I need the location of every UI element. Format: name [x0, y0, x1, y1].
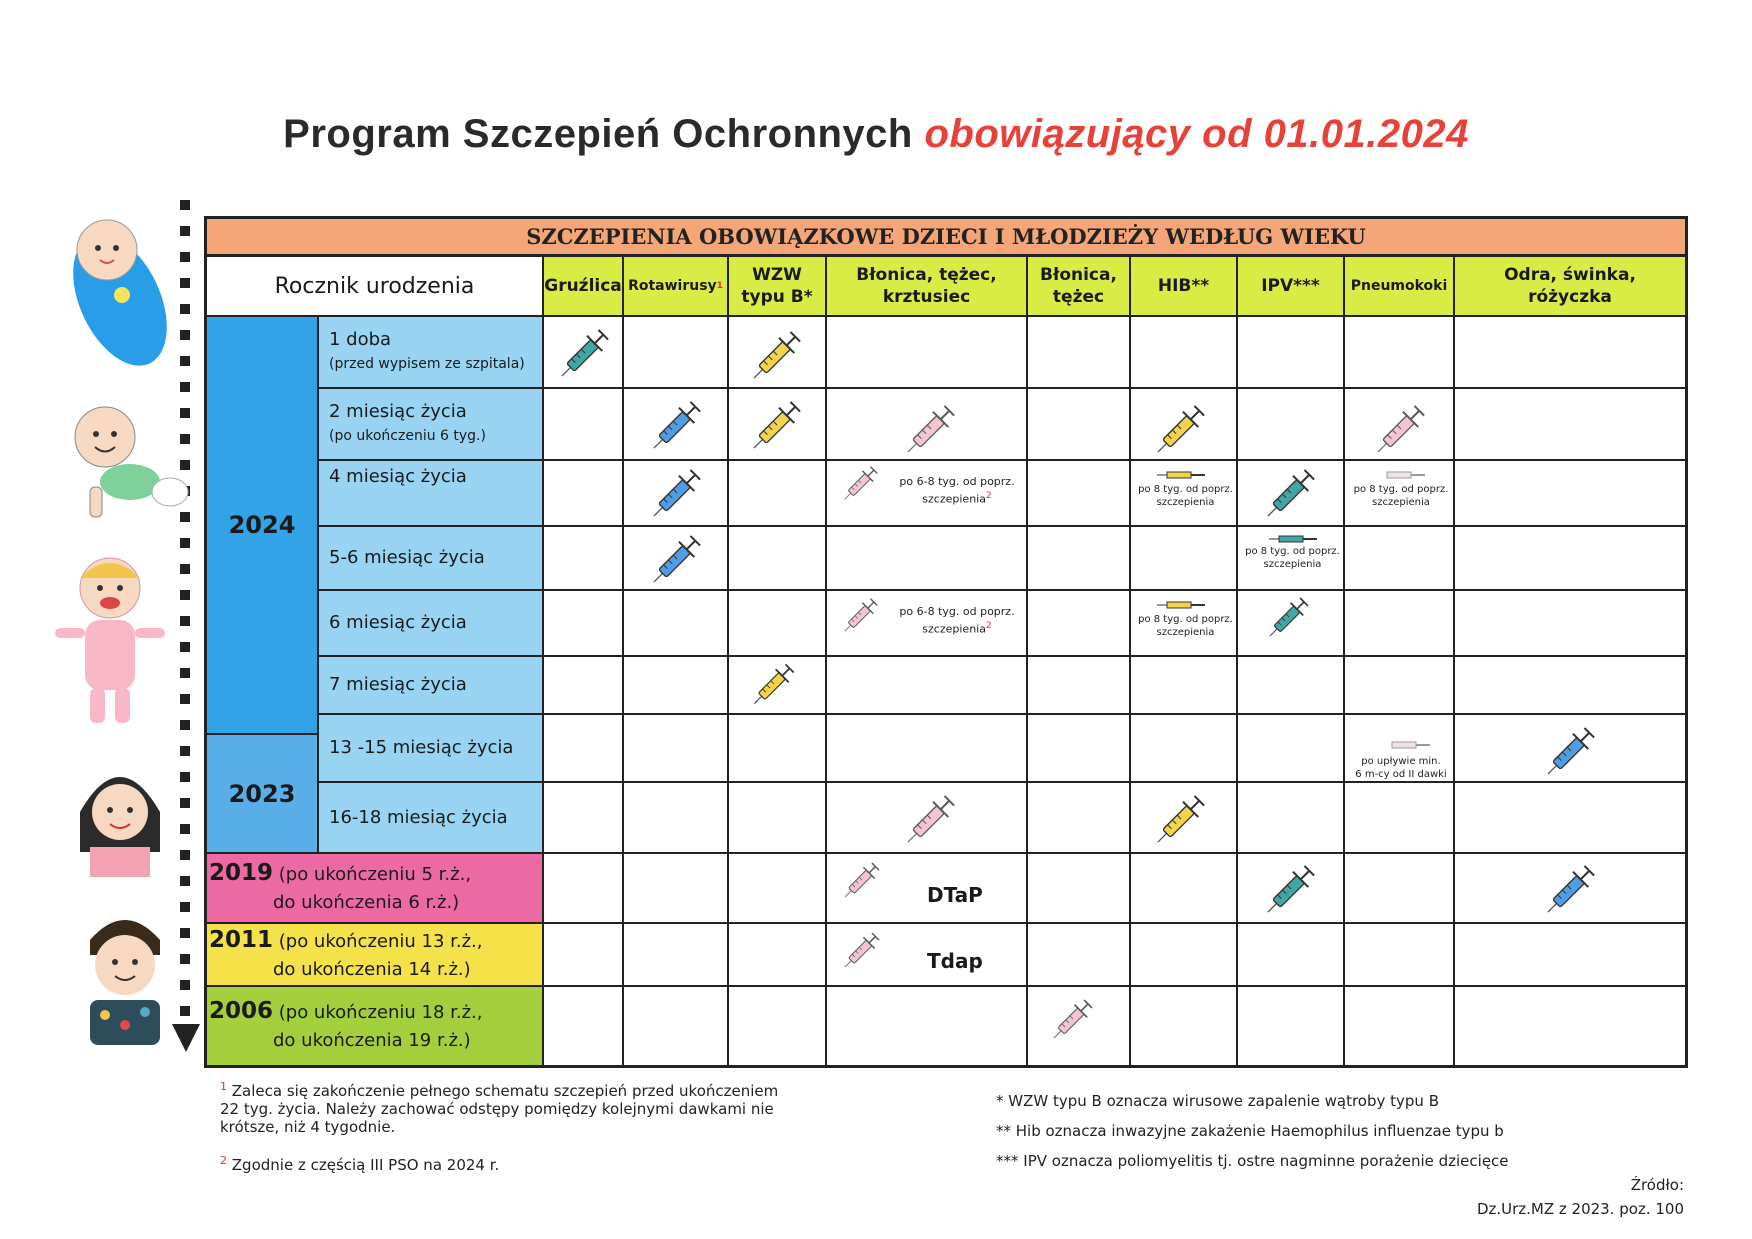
footnote-mark: 1 [220, 1080, 227, 1093]
hib-interval-note [1133, 613, 1238, 639]
age-row-3: 4 miesiąc życia [319, 461, 544, 527]
syringe-yellow-icon [745, 655, 803, 713]
syringe-teal-icon [1269, 533, 1319, 545]
syringe-blue-icon [643, 391, 711, 459]
age-row-1 [319, 317, 544, 389]
syringe-pink-icon [897, 395, 965, 463]
note-line2: szczepienia [1156, 497, 1215, 508]
title-accent: obowiązujący od 01.01.2024 [924, 112, 1469, 156]
syringe-teal-icon [1261, 589, 1317, 645]
row-range-l2: do ukończenia 14 r.ż.) [273, 958, 471, 980]
btk-interval-note [887, 475, 1027, 507]
vaccination-table [204, 216, 1688, 1068]
note-line1: po 6-8 tyg. od poprz. [899, 475, 1015, 488]
syringe-yellow-icon [1147, 785, 1215, 853]
syringe-pink-icon [1045, 991, 1101, 1047]
girl-illustration [70, 752, 170, 882]
syringe-pink-icon [1367, 395, 1435, 463]
note-line2: 6 m-cy od II dawki [1355, 769, 1447, 780]
baby-crawling-illustration [60, 392, 190, 522]
syringe-pink-icon [837, 459, 885, 507]
page-title [0, 112, 1752, 157]
syringe-yellow-icon [1157, 469, 1207, 481]
syringe-pink-icon [897, 785, 965, 853]
row-year: 2019 [209, 860, 274, 886]
note-line2: szczepienia [922, 492, 986, 506]
row-2019 [207, 854, 544, 924]
age-row-7: 13 -15 miesiąc życia [319, 715, 544, 783]
source-text: Dz.Urz.MZ z 2023. poz. 100 [1476, 1200, 1684, 1218]
age-row-6: 7 miesiąc życia [319, 657, 544, 715]
row-range-l1: (po ukończeniu 18 r.ż., [278, 1002, 483, 1023]
header-gruzlica: Gruźlica [544, 257, 624, 317]
boy-illustration [70, 900, 180, 1050]
pneumo-interval-note [1347, 483, 1455, 509]
header-rocznik: Rocznik urodzenia [207, 257, 544, 317]
header-rotawirusy-label: Rotawirusy [628, 278, 717, 294]
syringe-blue-icon [1537, 855, 1605, 923]
note-line1: po 8 tyg. od poprz. [1138, 614, 1233, 625]
syringe-yellow-icon [743, 321, 811, 389]
year-2024: 2024 [207, 317, 319, 735]
age-sublabel: (przed wypisem ze szpitala) [329, 356, 525, 372]
header-hib: HIB** [1131, 257, 1238, 317]
syringe-teal-icon [551, 319, 619, 387]
footnote-2-text: Zgodnie z częścią III PSO na 2024 r. [231, 1156, 500, 1174]
note-line1: po 6-8 tyg. od poprz. [899, 605, 1015, 618]
row-2006 [207, 987, 544, 1065]
syringe-blue-icon [643, 459, 711, 527]
abbrev-ipv: *** IPV oznacza poliomyelitis tj. ostre nagminne porażenie dziecięce [996, 1152, 1509, 1170]
footnote-1-line3: krótsze, niż 4 tygodnie. [220, 1118, 396, 1136]
row-year: 2006 [209, 998, 274, 1024]
age-label: 1 doba [329, 329, 392, 350]
syringe-yellow-icon [743, 391, 811, 459]
footnote-mark: 1 [716, 281, 723, 291]
note-line1: po 8 tyg. od poprz. [1138, 484, 1233, 495]
syringe-pink-icon [837, 591, 885, 639]
syringe-pink-icon [1382, 739, 1432, 751]
btk-interval-note [887, 605, 1027, 637]
footnote-mark: 2 [985, 491, 992, 501]
syringe-pink-icon [1377, 469, 1427, 481]
dtap-label: DTaP [927, 883, 983, 907]
abbrev-hib: ** Hib oznacza inwazyjne zakażenie Haemophilus influenzae typu b [996, 1122, 1504, 1140]
year-2023: 2023 [207, 735, 319, 854]
note-line1: po 8 tyg. od poprz. [1245, 546, 1340, 557]
table-banner: SZCZEPIENIA OBOWIĄZKOWE DZIECI I MŁODZIEŻY WEDŁUG WIEKU [207, 219, 1685, 257]
row-range-l2: do ukończenia 6 r.ż.) [273, 892, 460, 913]
ipv-interval-note [1240, 545, 1345, 571]
row-range-l1: (po ukończeniu 13 r.ż., [278, 930, 483, 952]
syringe-pink-icon [837, 925, 887, 975]
footnote-mark: 2 [985, 621, 992, 631]
header-wzw: WZW typu B* [729, 257, 827, 317]
syringe-yellow-icon [1157, 599, 1207, 611]
footnote-1-line2: 22 tyg. życia. Należy zachować odstępy pomiędzy kolejnymi dawkami nie [220, 1100, 774, 1118]
syringe-teal-icon [1257, 459, 1325, 527]
tdap-label: Tdap [927, 949, 983, 973]
footnote-1 [220, 1078, 840, 1136]
age-sublabel: (po ukończeniu 6 tyg.) [329, 428, 486, 444]
footnote-mark: 2 [220, 1154, 227, 1167]
syringe-teal-icon [1257, 855, 1325, 923]
header-mmr: Odra, świnka, różyczka [1455, 257, 1685, 317]
footnote-2 [220, 1152, 499, 1174]
title-main: Program Szczepień Ochronnych [283, 112, 913, 156]
pneumo-min-note [1347, 755, 1455, 781]
note-line1: po 8 tyg. od poprz. [1353, 484, 1449, 495]
age-row-2 [319, 389, 544, 461]
source-label: Źródło: [1630, 1176, 1684, 1194]
header-ipv: IPV*** [1238, 257, 1345, 317]
syringe-blue-icon [1537, 717, 1605, 785]
header-pneumokoki: Pneumokoki [1345, 257, 1455, 317]
hib-interval-note [1133, 483, 1238, 509]
row-range-l1: (po ukończeniu 5 r.ż., [278, 864, 472, 885]
row-range-l2: do ukończenia 19 r.ż.) [273, 1030, 471, 1051]
age-row-4: 5-6 miesiąc życia [319, 527, 544, 591]
row-2011 [207, 924, 544, 987]
header-rotawirusy [624, 257, 729, 317]
note-line2: szczepienia [1156, 627, 1215, 638]
toddler-illustration [50, 548, 170, 728]
note-line2: szczepienia [1372, 497, 1430, 508]
age-row-8: 16-18 miesiąc życia [319, 783, 544, 854]
footnote-1-line1: Zaleca się zakończenie pełnego schematu szczepień przed ukończeniem [231, 1082, 779, 1100]
header-bt: Błonica, tężec [1028, 257, 1131, 317]
syringe-blue-icon [643, 525, 711, 593]
baby-swaddled-illustration [62, 200, 172, 370]
note-line2: szczepienia [1263, 559, 1322, 570]
note-line1: po upływie min. [1361, 756, 1441, 767]
header-btk: Błonica, tężec, krztusiec [827, 257, 1028, 317]
syringe-pink-icon [837, 855, 887, 905]
age-row-5: 6 miesiąc życia [319, 591, 544, 657]
note-line2: szczepienia [922, 622, 986, 636]
syringe-yellow-icon [1147, 395, 1215, 463]
row-year: 2011 [209, 926, 274, 953]
age-label: 2 miesiąc życia [329, 401, 467, 422]
abbrev-wzw: * WZW typu B oznacza wirusowe zapalenie wątroby typu B [996, 1092, 1439, 1110]
